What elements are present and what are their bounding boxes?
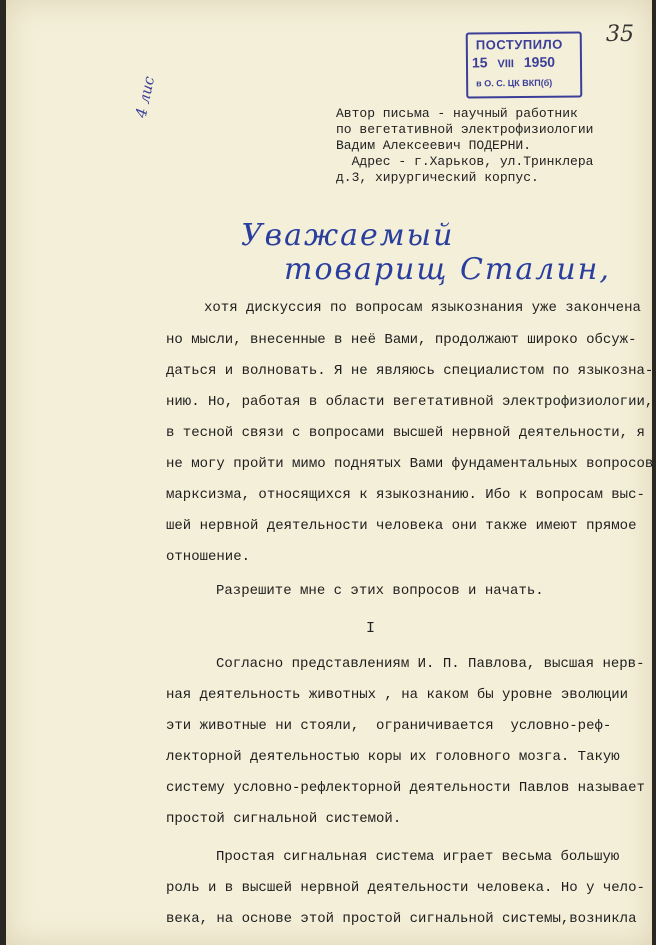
section-line: простой сигнальной системой.	[166, 811, 402, 827]
section-line: роль и в высшей нервной деятельности человека. Но у чело-	[166, 880, 645, 896]
paragraph-line: отношение.	[166, 549, 251, 565]
section-line: Простая сигнальная система играет весьма большую	[216, 849, 620, 865]
section-line: Согласно представлениям И. П. Павлова, высшая нерв-	[216, 656, 645, 672]
paragraph-line: не могу пройти мимо поднятых Вами фундаментальных вопросов	[166, 456, 654, 472]
letter-page	[6, 0, 652, 945]
stamp-title: ПОСТУПИЛО	[475, 36, 563, 53]
author-block	[336, 106, 646, 186]
section-line: систему условно-рефлекторной деятельности Павлов называет	[166, 780, 645, 796]
author-line: Вадим Алексеевич ПОДЕРНИ.	[336, 138, 532, 153]
section-line: века, на основе этой простой сигнальной системы,возникла	[166, 911, 637, 927]
author-line: д.3, хирургический корпус.	[336, 170, 539, 185]
author-line: по вегетативной электрофизиологии	[336, 122, 594, 137]
received-stamp	[466, 31, 583, 98]
paragraph-line: но мысли, внесенные в неё Вами, продолжают широко обсуж-	[166, 332, 637, 348]
stamp-date	[472, 54, 555, 71]
salutation-line-1: Уважаемый	[241, 218, 455, 253]
paragraph-line: даться и волновать. Я не являюсь специалистом по языкозна-	[166, 363, 654, 379]
margin-note: 4 лис	[131, 74, 159, 120]
author-line: Адрес - г.Харьков, ул.Тринклера	[336, 154, 594, 169]
paragraph-line: шей нервной деятельности человека они также имеют прямое	[166, 518, 637, 534]
section-line: ная деятельность животных , на каком бы уровне эволюции	[166, 687, 629, 703]
section-number: I	[366, 620, 376, 637]
paragraph-line: Разрешите мне с этих вопросов и начать.	[216, 583, 544, 599]
stamp-department: в О. С. ЦК ВКП(б)	[476, 77, 553, 89]
salutation-line-2: товарищ Сталин,	[284, 252, 611, 287]
stamp-year: 1950	[523, 53, 556, 71]
stamp-day: 15	[471, 54, 488, 71]
section-line: лекторной деятельностью коры их головного мозга. Такую	[166, 749, 620, 765]
section-line: эти животные ни стояли, ограничивается условно-реф-	[166, 718, 612, 734]
paragraph-line: в тесной связи с вопросами высшей нервной деятельности, я	[166, 425, 645, 441]
stamp-month: VIII	[497, 58, 515, 71]
page-number: 35	[606, 22, 634, 47]
author-line: Автор письма - научный работник	[336, 106, 578, 121]
paragraph-line: хотя дискуссия по вопросам языкознания уже закончена	[204, 300, 641, 316]
paragraph-line: нию. Но, работая в области вегетативной электрофизиологии,	[166, 394, 654, 410]
paragraph-line: марксизма, относящихся к языкознанию. Ибо к вопросам выс-	[166, 487, 645, 503]
